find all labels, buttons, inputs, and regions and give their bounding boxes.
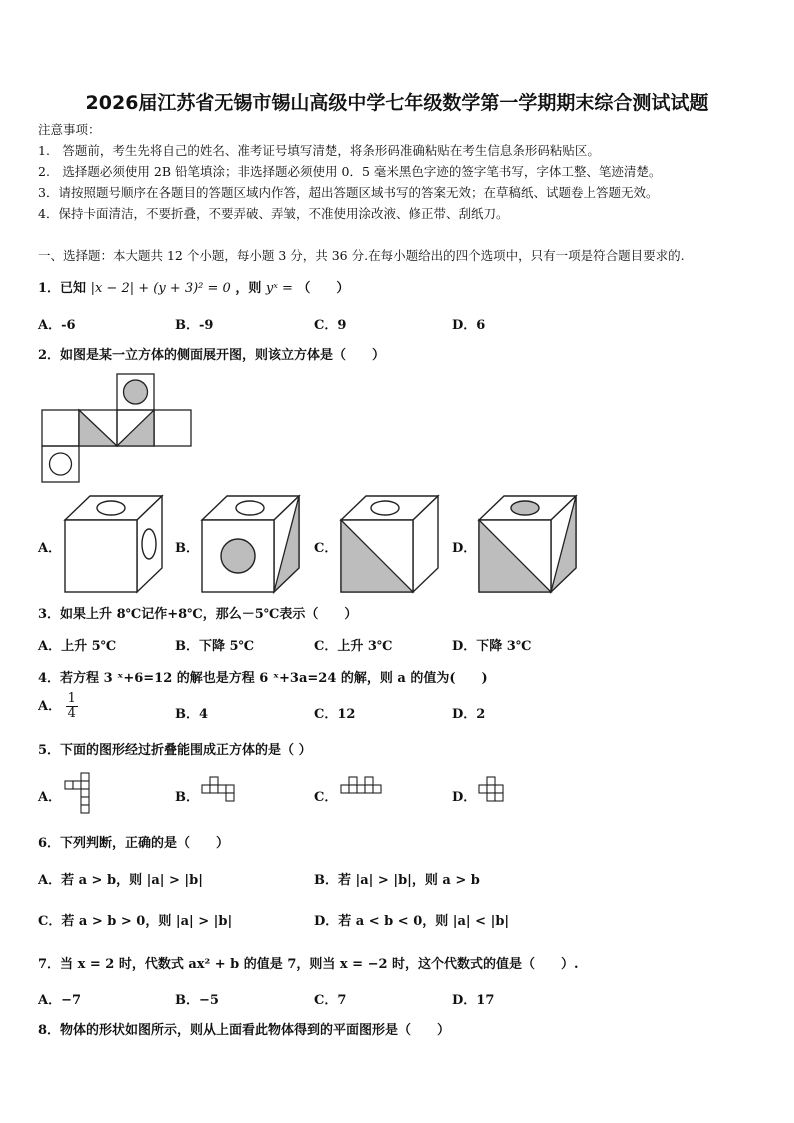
q5-net-c[interactable] [340, 776, 384, 804]
q1-stem-b: ，则 [235, 281, 262, 296]
q7-option-a[interactable]: A．−7 [38, 993, 82, 1008]
question-4: 4．若方程 3 ˣ+6=12 的解也是方程 6 ˣ+3a=24 的解，则 a 的值为( ) [38, 671, 488, 686]
q3-option-b[interactable]: B．下降 5℃ [175, 639, 255, 654]
q6-option-a[interactable]: A．若 a > b，则 |a| > |b| [38, 873, 203, 888]
q2-option-d-label[interactable]: D． [452, 541, 477, 556]
question-5: 5．下面的图形经过折叠能围成正方体的是（ ） [38, 743, 312, 758]
q6-option-c[interactable]: C．若 a > b > 0，则 |a| > |b| [38, 914, 233, 929]
q2-option-b-label[interactable]: B． [175, 541, 199, 556]
q4-option-d[interactable]: D．2 [452, 707, 486, 722]
q1-option-a[interactable]: A．-6 [38, 318, 76, 333]
page-title: 2026届江苏省无锡市锡山高级中学七年级数学第一学期期末综合测试试题 [85, 92, 709, 114]
q2-cube-a[interactable] [63, 494, 163, 594]
q5-option-d-label[interactable]: D． [452, 790, 477, 805]
question-7: 7．当 x = 2 时，代数式 ax² + b 的值是 7，则当 x = −2 时，这个代数式的值是（ ）. [38, 957, 579, 972]
question-6: 6．下列判断，正确的是（ ） [38, 836, 230, 851]
q4-option-b[interactable]: B．4 [175, 707, 209, 722]
note-item-3: 3．请按照题号顺序在各题目的答题区域内作答，超出答题区域书写的答案无效；在草稿纸、试题卷上答题无效。 [38, 185, 659, 200]
question-2: 2．如图是某一立方体的侧面展开图，则该立方体是（ ） [38, 348, 386, 363]
q2-option-c-label[interactable]: C． [314, 541, 338, 556]
q5-net-d[interactable] [478, 776, 512, 808]
note-item-1: 1. 答题前，考生先将自己的姓名、准考证号填写清楚，将条形码准确粘贴在考生信息条形码粘贴区。 [38, 143, 600, 158]
q4-fraction [66, 692, 78, 721]
q5-option-a-label[interactable]: A． [38, 790, 62, 805]
q6-option-d[interactable]: D．若 a < b < 0，则 |a| < |b| [314, 914, 510, 929]
q3-option-d[interactable]: D．下降 3℃ [452, 639, 532, 654]
q7-option-c[interactable]: C．7 [314, 993, 347, 1008]
q5-net-a[interactable] [64, 772, 98, 814]
q4-fraction-numerator: 1 [67, 691, 76, 706]
q4-option-a-label: A． [38, 699, 62, 714]
q6-option-b[interactable]: B．若 |a| > |b|，则 a > b [314, 873, 480, 888]
q5-option-c-label[interactable]: C． [314, 790, 338, 805]
notes-header: 注意事项： [38, 122, 101, 137]
note-item-2: 2. 选择题必须使用 2B 铅笔填涂；非选择题必须使用 0．5 毫米黑色字迹的签字笔书写，字体工整、笔迹清楚。 [38, 164, 662, 179]
q4-option-a[interactable] [38, 692, 78, 721]
section-heading: 一、选择题：本大题共 12 个小题，每小题 3 分，共 36 分.在每小题给出的四个选项中，只有一项是符合题目要求的. [38, 248, 685, 263]
note-item-4: 4．保持卡面清洁，不要折叠，不要弄破、弄皱，不准使用涂改液、修正带、刮纸刀。 [38, 206, 509, 221]
q1-option-c[interactable]: C．9 [314, 318, 347, 333]
q1-option-d[interactable]: D．6 [452, 318, 486, 333]
question-1 [38, 277, 349, 296]
q2-cube-c[interactable] [339, 494, 439, 594]
q7-option-d[interactable]: D．17 [452, 993, 495, 1008]
q4-fraction-denominator: 4 [67, 706, 76, 721]
q1-option-b[interactable]: B．-9 [175, 318, 214, 333]
q1-stem-a: 1．已知 [38, 281, 87, 296]
q2-cube-b[interactable] [200, 494, 300, 594]
q5-option-b-label[interactable]: B． [175, 790, 199, 805]
q2-cube-d[interactable] [477, 494, 577, 594]
q1-expression-2: yˣ = [265, 281, 293, 296]
q7-option-b[interactable]: B．−5 [175, 993, 219, 1008]
question-8: 8．物体的形状如图所示，则从上面看此物体得到的平面图形是（ ） [38, 1023, 451, 1038]
q1-expression: |x − 2| + (y + 3)² = 0 [90, 281, 231, 296]
q5-net-b[interactable] [201, 776, 243, 804]
q3-option-a[interactable]: A．上升 5℃ [38, 639, 117, 654]
q3-option-c[interactable]: C．上升 3℃ [314, 639, 393, 654]
question-3: 3．如果上升 8℃记作+8℃，那么－5℃表示（ ） [38, 607, 358, 622]
cube-net-figure [38, 372, 193, 484]
q1-stem-c: （ ） [297, 281, 350, 296]
q2-option-a-label[interactable]: A． [38, 541, 62, 556]
q4-option-c[interactable]: C．12 [314, 707, 356, 722]
